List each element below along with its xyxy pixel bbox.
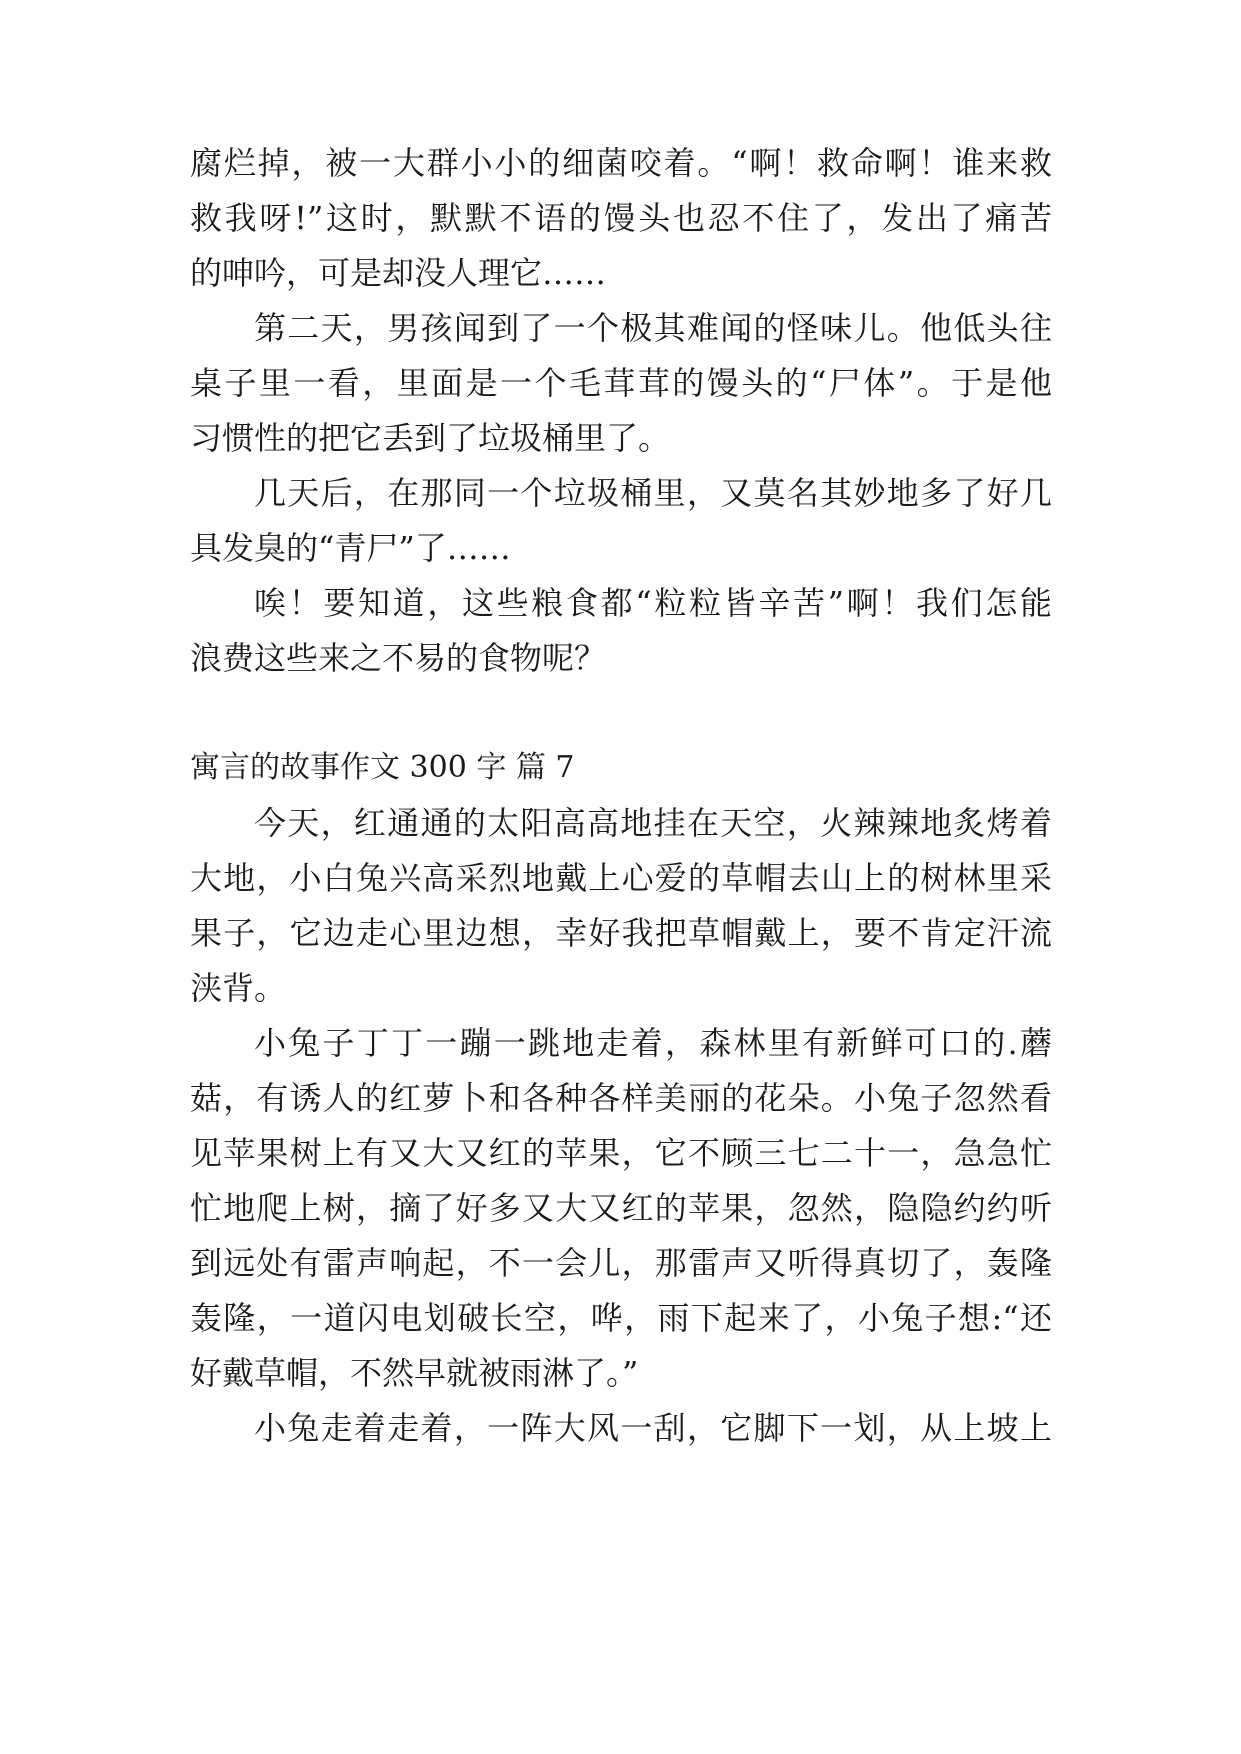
text-line: 浃背。: [190, 969, 287, 1007]
text-line: 小兔走着走着，一阵大风一刮，它脚下一划，从上坡上: [254, 1409, 1052, 1447]
text-line: 轰隆，一道闪电划破长空，哗，雨下起来了，小兔子想:“还: [190, 1299, 1052, 1337]
section-heading: 寓言的故事作文 300 字 篇 7: [190, 750, 575, 785]
text-line: 菇，有诱人的红萝卜和各种各样美丽的花朵。小兔子忽然看: [190, 1079, 1052, 1117]
text-line: 具发臭的“青尸”了……: [190, 529, 511, 567]
text-line: 见苹果树上有又大又红的苹果，它不顾三七二十一，急急忙: [190, 1134, 1052, 1172]
text-line: 唉！要知道，这些粮食都“粒粒皆辛苦”啊！我们怎能: [254, 584, 1052, 622]
text-line: 第二天，男孩闻到了一个极其难闻的怪味儿。他低头往: [254, 309, 1052, 347]
text-line: 浪费这些来之不易的食物呢？: [190, 639, 607, 677]
text-line: 桌子里一看，里面是一个毛茸茸的馒头的“尸体”。于是他: [190, 364, 1052, 402]
text-line: 大地，小白兔兴高采烈地戴上心爱的草帽去山上的树林里采: [190, 859, 1052, 897]
text-line: 习惯性的把它丢到了垃圾桶里了。: [190, 419, 671, 457]
text-line: 果子，它边走心里边想，幸好我把草帽戴上，要不肯定汗流: [190, 914, 1052, 952]
text-line: 小兔子丁丁一蹦一跳地走着，森林里有新鲜可口的.蘑: [254, 1024, 1052, 1062]
text-line: 腐烂掉，被一大群小小的细菌咬着。“啊！救命啊！谁来救: [190, 144, 1052, 182]
text-line: 今天，红通通的太阳高高地挂在天空，火辣辣地炙烤着: [254, 804, 1052, 842]
text-line: 几天后，在那同一个垃圾桶里，又莫名其妙地多了好几: [254, 474, 1052, 512]
text-line: 的呻吟，可是却没人理它……: [190, 254, 607, 292]
text-line: 忙地爬上树，摘了好多又大又红的苹果，忽然，隐隐约约听: [190, 1189, 1052, 1227]
text-line: 到远处有雷声响起，不一会儿，那雷声又听得真切了，轰隆: [190, 1244, 1052, 1282]
text-line: 救我呀!”这时，默默不语的馒头也忍不住了，发出了痛苦: [190, 199, 1052, 237]
text-line: 好戴草帽，不然早就被雨淋了。”: [190, 1354, 639, 1392]
